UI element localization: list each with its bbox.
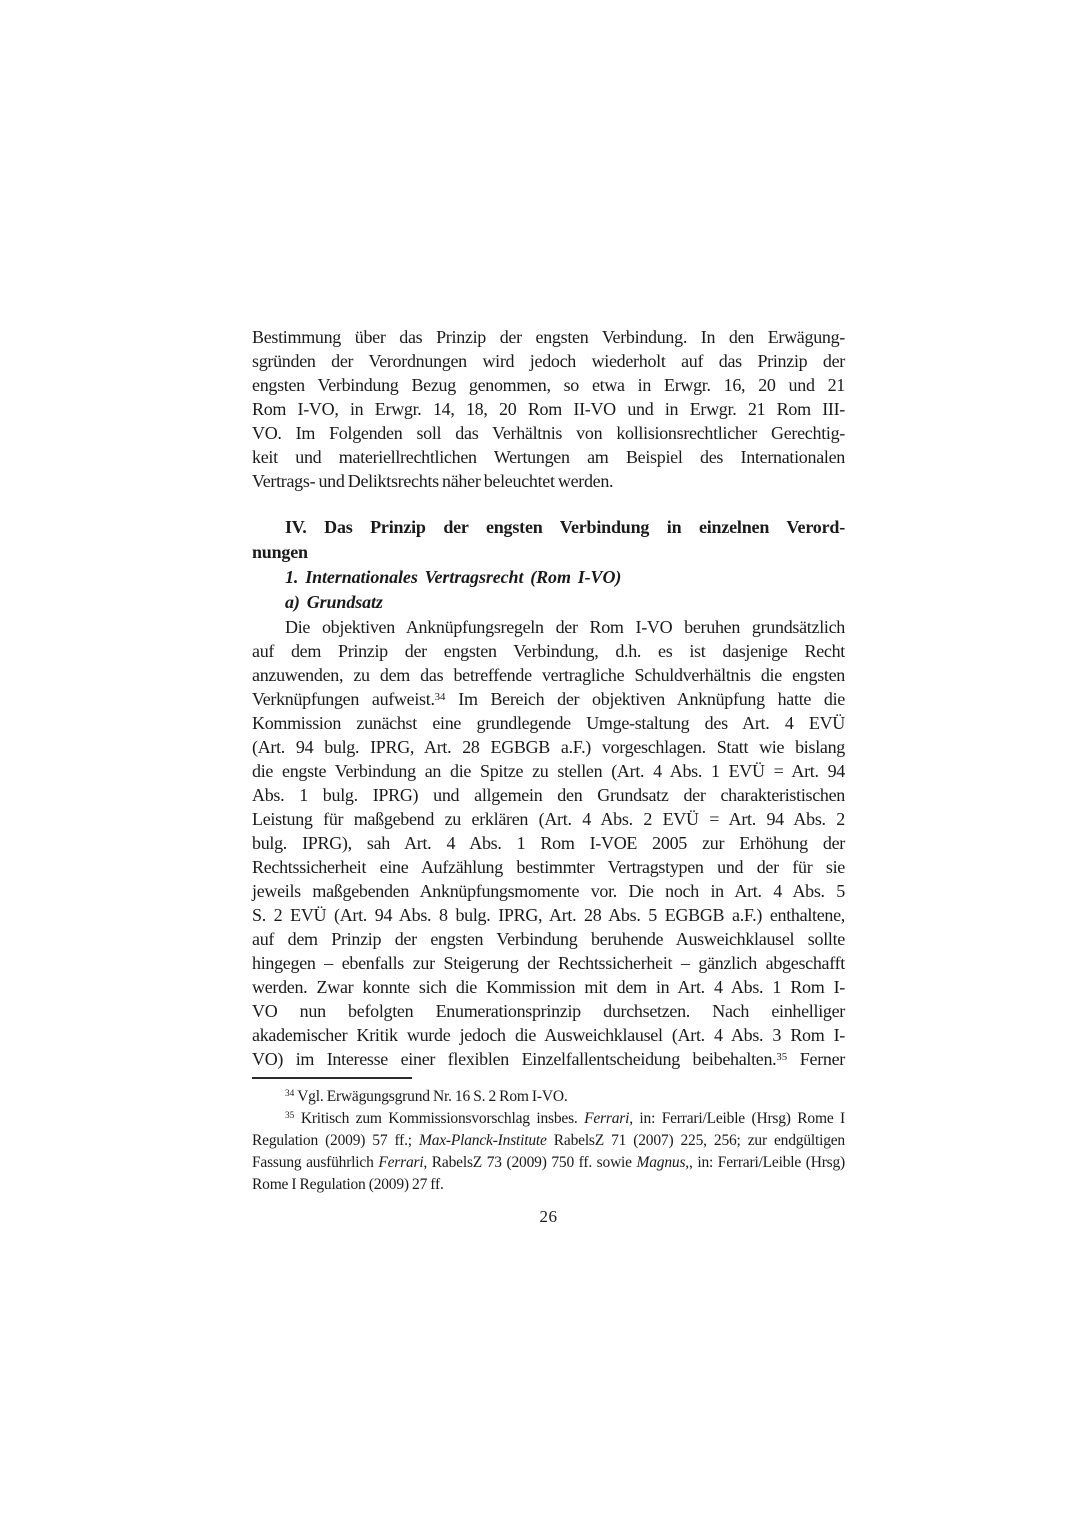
text-line: Bestimmung über das Prinzip der engsten Verbindung. In den Erwägung- xyxy=(252,327,845,347)
text-line: auf dem Prinzip der engsten Verbindung, d.h. es ist dasjenige Recht xyxy=(252,641,845,661)
text-line: sgründen der Verordnungen wird jedoch wiederholt auf das Prinzip der xyxy=(252,351,845,371)
text-line: engsten Verbindung Bezug genommen, so etwa in Erwgr. 16, 20 und 21 xyxy=(252,375,845,395)
text-line: akademischer Kritik wurde jedoch die Ausweichklausel (Art. 4 Abs. 3 Rom I- xyxy=(252,1025,845,1045)
section-heading-iv xyxy=(252,515,845,565)
text-line: Leistung für maßgebend zu erklären (Art. 4 Abs. 2 EVÜ = Art. 94 Abs. 2 xyxy=(252,809,845,829)
text-line: VO. Im Folgenden soll das Verhältnis von kollisionsrechtlicher Gerechtig- xyxy=(252,423,845,443)
subsection-heading-grundsatz: a) Grundsatz xyxy=(285,592,383,612)
text-line: Kommission zunächst eine grundlegende Umge-staltung des Art. 4 EVÜ xyxy=(252,713,845,733)
footnote-separator-rule xyxy=(252,1077,412,1079)
section-heading-line: nungen xyxy=(252,542,308,562)
text-line: S. 2 EVÜ (Art. 94 Abs. 8 bulg. IPRG, Art. 28 Abs. 5 EGBGB a.F.) enthaltene, xyxy=(252,905,845,925)
text-line: Rechtssicherheit eine Aufzählung bestimmter Vertragstypen und der für sie xyxy=(252,857,845,877)
footnote-34: $^{34}$ Vgl. Erwägungsgrund Nr. 16 S. 2 Rom I-VO. xyxy=(285,1088,568,1105)
paragraph-intro xyxy=(252,325,845,493)
text-line: anzuwenden, zu dem das betreffende vertragliche Schuldverhältnis die engsten xyxy=(252,665,845,685)
text-line: bulg. IPRG), sah Art. 4 Abs. 1 Rom I-VOE 2005 zur Erhöhung der xyxy=(252,833,845,853)
text-line: Vertrags- und Deliktsrechts näher beleuchtet werden. xyxy=(252,471,614,491)
page-number: 26 xyxy=(539,1207,558,1226)
text-line: auf dem Prinzip der engsten Verbindung beruhende Ausweichklausel sollte xyxy=(252,929,845,949)
text-line: Die objektiven Anknüpfungsregeln der Rom I-VO beruhen grundsätzlich xyxy=(285,617,845,637)
text-line: VO) im Interesse einer flexiblen Einzelfallentscheidung beibehalten.$^{35}$ Ferner xyxy=(252,1049,845,1069)
text-column xyxy=(252,325,845,1227)
footnote-section xyxy=(252,1077,845,1196)
text-line: werden. Zwar konnte sich die Kommission mit dem in Art. 4 Abs. 1 Rom I- xyxy=(252,977,845,997)
text-line: Abs. 1 bulg. IPRG) und allgemein den Grundsatz der charakteristischen xyxy=(252,785,845,805)
text-line: keit und materiellrechtlichen Wertungen am Beispiel des Internationalen xyxy=(252,447,845,467)
text-line: jeweils maßgebenden Anknüpfungsmomente vor. Die noch in Art. 4 Abs. 5 xyxy=(252,881,845,901)
footnote-35: $^{35}$ Kritisch zum Kommissionsvorschlag insbes. Ferrari, in: Ferrari/Leible (Hrsg) Rome I Regulation (2009) 57 ff.; Max-Planck-Institute RabelsZ 71 (2007) 225, 256; zur endgültigen Fassung ausführlich Ferrari, RabelsZ 73 (2009) 750 ff. sowie Magnus,, in: Ferrari/Leible (Hrsg) Rome I Regulation (2009) 27 ff. xyxy=(252,1110,846,1193)
section-heading-line: IV. Das Prinzip der engsten Verbindung in einzelnen Verord- xyxy=(285,517,845,537)
subsection-heading-vertragsrecht: 1. Internationales Vertragsrecht (Rom I-VO) xyxy=(285,567,622,587)
text-line: VO nun befolgten Enumerationsprinzip durchsetzen. Nach einhelliger xyxy=(252,1001,845,1021)
text-line: die engste Verbindung an die Spitze zu stellen (Art. 4 Abs. 1 EVÜ = Art. 94 xyxy=(252,761,845,781)
text-line: Verknüpfungen aufweist.$^{34}$ Im Bereich der objektiven Anknüpfung hatte die xyxy=(252,689,845,709)
paragraph-main xyxy=(252,615,845,1071)
text-line: (Art. 94 bulg. IPRG, Art. 28 EGBGB a.F.) vorgeschlagen. Statt wie bislang xyxy=(252,737,845,757)
text-line: hingegen – ebenfalls zur Steigerung der Rechtssicherheit – gänzlich abgeschafft xyxy=(252,953,845,973)
text-line: Rom I-VO, in Erwgr. 14, 18, 20 Rom II-VO und in Erwgr. 21 Rom III- xyxy=(252,399,845,419)
